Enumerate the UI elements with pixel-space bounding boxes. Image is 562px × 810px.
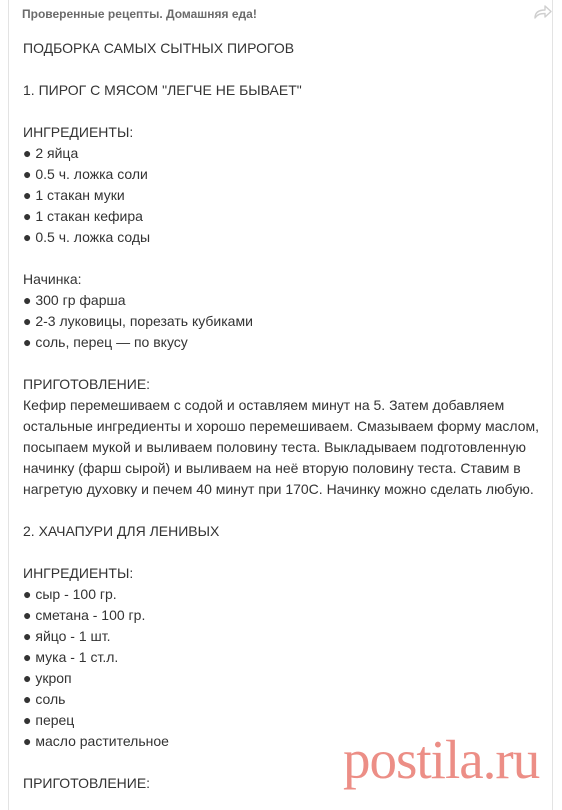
watermark-logo: postila.ru	[343, 729, 540, 790]
recipe-1-heading: 1. ПИРОГ С МЯСОМ "ЛЕГЧЕ НЕ БЫВАЕТ"	[23, 82, 302, 98]
ingredient-item: ● яйцо - 1 шт.	[23, 626, 545, 647]
ingredient-item: ● перец	[23, 710, 545, 731]
recipe-1-filling-heading: Начинка:	[23, 271, 82, 287]
recipe-2-ingredients-heading: ИНГРЕДИЕНТЫ:	[23, 565, 134, 581]
recipe-2-heading: 2. ХАЧАПУРИ ДЛЯ ЛЕНИВЫХ	[23, 523, 220, 539]
post-content	[23, 38, 545, 794]
ingredient-item: ● 2 яйца	[23, 143, 545, 164]
recipe-1-preparation-text: Кефир перемешиваем с содой и оставляем минут на 5. Затем добавляем остальные ингредиенты и хорошо перемешиваем. Смазываем форму маслом, посыпаем мукой и выливаем половину теста. Выкладываем подготовленную начинку (фарш сырой) и выливаем на неё вторую половину теста. Ставим в нагретую духовку и печем 40 минут при 170С. Начинку можно сделать любую.	[23, 397, 540, 497]
ingredient-item: ● 0.5 ч. ложка соды	[23, 227, 545, 248]
filling-item: ● соль, перец — по вкусу	[23, 332, 545, 353]
ingredient-item: ● 1 стакан муки	[23, 185, 545, 206]
recipe-1-ingredients-heading: ИНГРЕДИЕНТЫ:	[23, 124, 134, 140]
ingredient-item: ● мука - 1 ст.л.	[23, 647, 545, 668]
filling-item: ● 2-3 луковицы, порезать кубиками	[23, 311, 545, 332]
ingredient-item: ● соль	[23, 689, 545, 710]
ingredient-item: ● укроп	[23, 668, 545, 689]
recipe-2-preparation-heading: ПРИГОТОВЛЕНИЕ:	[23, 775, 151, 791]
ingredient-item: ● сметана - 100 гр.	[23, 605, 545, 626]
filling-item: ● 300 гр фарша	[23, 290, 545, 311]
ingredient-item: ● 1 стакан кефира	[23, 206, 545, 227]
post-card	[8, 0, 553, 810]
ingredient-item: ● масло растительное	[23, 731, 545, 752]
recipe-1-preparation-heading: ПРИГОТОВЛЕНИЕ:	[23, 376, 151, 392]
post-title: ПОДБОРКА САМЫХ СЫТНЫХ ПИРОГОВ	[23, 40, 295, 56]
share-arrow-icon[interactable]	[533, 4, 553, 20]
post-author[interactable]: Проверенные рецепты. Домашняя еда!	[22, 7, 257, 21]
ingredient-item: ● 0.5 ч. ложка соли	[23, 164, 545, 185]
ingredient-item: ● сыр - 100 гр.	[23, 584, 545, 605]
